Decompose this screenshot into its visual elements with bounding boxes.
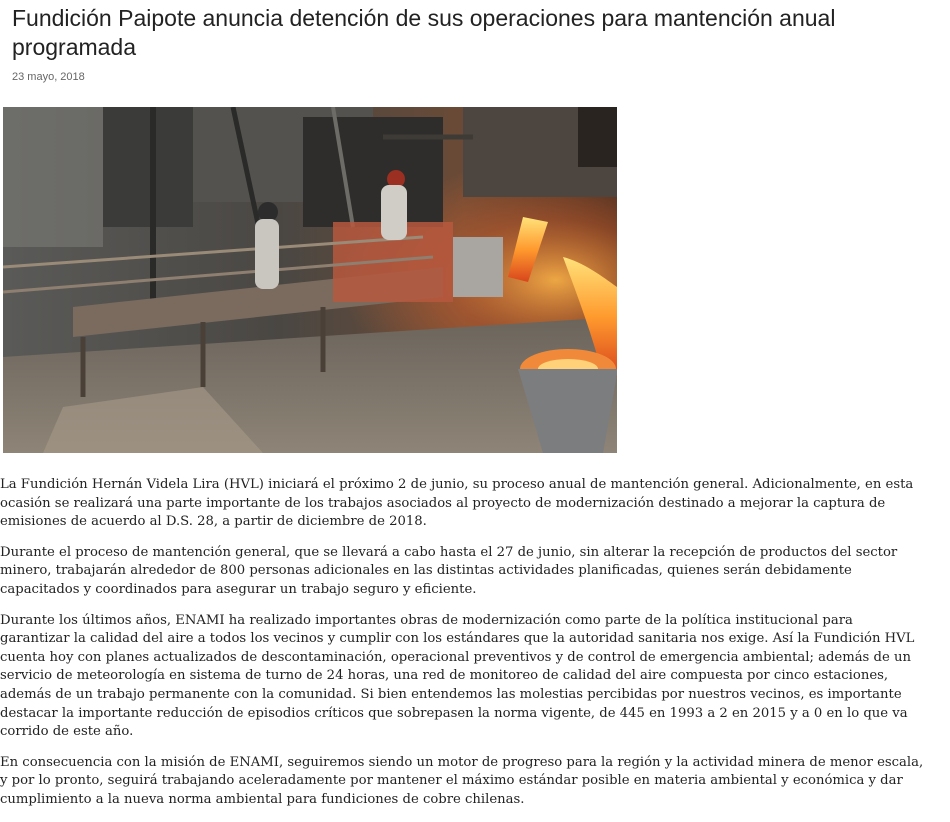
article	[12, 0, 938, 83]
body-paragraph-4: En consecuencia con la misión de ENAMI, seguiremos siendo un motor de progreso para la región y la actividad minera de menor escala, y por lo pronto, seguirá trabajando aceleradamente por mantener el máximo estándar posible en materia ambiental y económica y dar cumplimiento a la nueva norma ambiental para fundiciones de cobre chilenas.	[0, 754, 924, 807]
article-date: 23 mayo, 2018	[12, 71, 85, 83]
body-paragraph-3: Durante los últimos años, ENAMI ha realizado importantes obras de modernización como parte de la política institucional para garantizar la calidad del aire a todos los vecinos y cumplir con los estándares que la autoridad sanitaria nos exige. Así la Fundición HVL cuenta hoy con planes actualizados de descontaminación, operacional preventivos y de control de emergencia ambiental; además de un servicio de meteorología en sistema de turno de 24 horas, una red de monitoreo de calidad del aire compuesta por cinco estaciones, además de un trabajo permanente con la comunidad. Si bien entendemos las molestias percibidas por nuestros vecinos, es importante destacar la importante reducción de episodios críticos que sobrepasen la norma vigente, de 445 en 1993 a 2 en 2015 y a 0 en lo que va corrido de este año.	[0, 612, 915, 740]
article-title: Fundición Paipote anuncia detención de sus operaciones para mantención anual programada	[12, 5, 836, 60]
article-body	[0, 476, 926, 822]
body-paragraph-2: Durante el proceso de mantención general, que se llevará a cabo hasta el 27 de junio, sin alterar la recepción de productos del sector minero, trabajarán alrededor de 800 personas adicionales en las distintas actividades planificadas, quienes serán debidamente capacitados y coordinados para asegurar un trabajo seguro y eficiente.	[0, 544, 898, 597]
body-paragraph-1: La Fundición Hernán Videla Lira (HVL) iniciará el próximo 2 de junio, su proceso anual de mantención general. Adicionalmente, en esta ocasión se realizará una parte importante de los trabajos asociados al proyecto de modernización destinado a mejorar la captura de emisiones de acuerdo al D.S. 28, a partir de diciembre de 2018.	[0, 477, 914, 530]
article-photo	[3, 107, 617, 453]
